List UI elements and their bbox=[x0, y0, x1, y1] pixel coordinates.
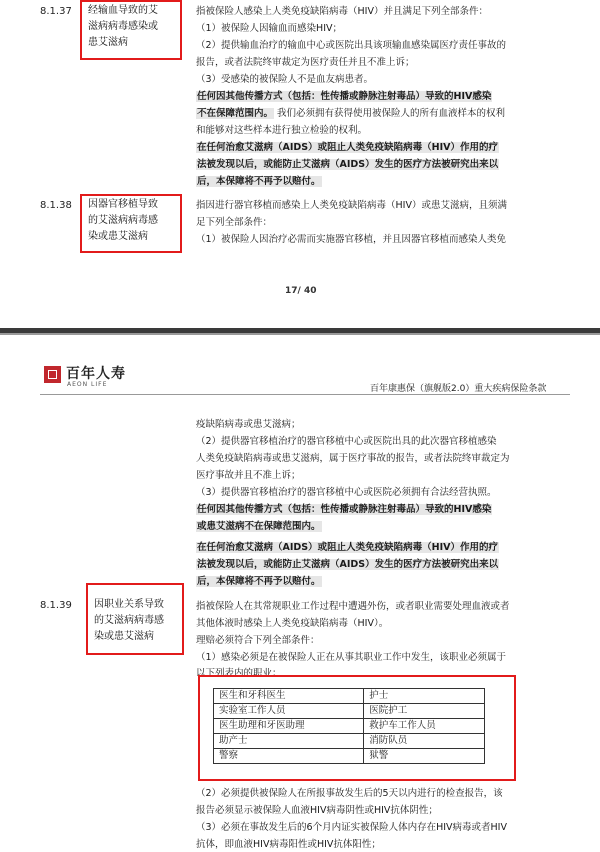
page-number: 17/ 40 bbox=[285, 286, 317, 296]
term-title: 因器官移植导致 的艾滋病病毒感 染或患艾滋病 bbox=[88, 199, 158, 242]
term-title: 经输血导致的艾 滋病病毒感染或 患艾滋病 bbox=[88, 5, 158, 48]
table-row: 医生助理和牙医助理 救护车工作人员 bbox=[214, 719, 485, 734]
section-number: 8.1.37 bbox=[40, 6, 72, 17]
table-row: 实验室工作人员 医院护工 bbox=[214, 704, 485, 719]
document-header-title: 百年康惠保（旗舰版2.0）重大疾病保险条款 bbox=[370, 384, 547, 394]
occupation-table bbox=[213, 688, 485, 764]
table-row: 警察 狱警 bbox=[214, 749, 485, 764]
header-rule bbox=[40, 394, 570, 395]
logo-text: 百年人寿 bbox=[66, 366, 126, 382]
page-separator-shadow bbox=[0, 333, 600, 335]
table-row: 医生和牙科医生 护士 bbox=[214, 689, 485, 704]
logo-subtext: AEON LIFE bbox=[67, 381, 108, 388]
term-title: 因职业关系导致 的艾滋病病毒感 染或患艾滋病 bbox=[94, 599, 164, 642]
table-row: 助产士 消防队员 bbox=[214, 734, 485, 749]
logo-icon bbox=[44, 366, 61, 383]
section-number: 8.1.39 bbox=[40, 600, 72, 611]
section-number: 8.1.38 bbox=[40, 200, 72, 211]
